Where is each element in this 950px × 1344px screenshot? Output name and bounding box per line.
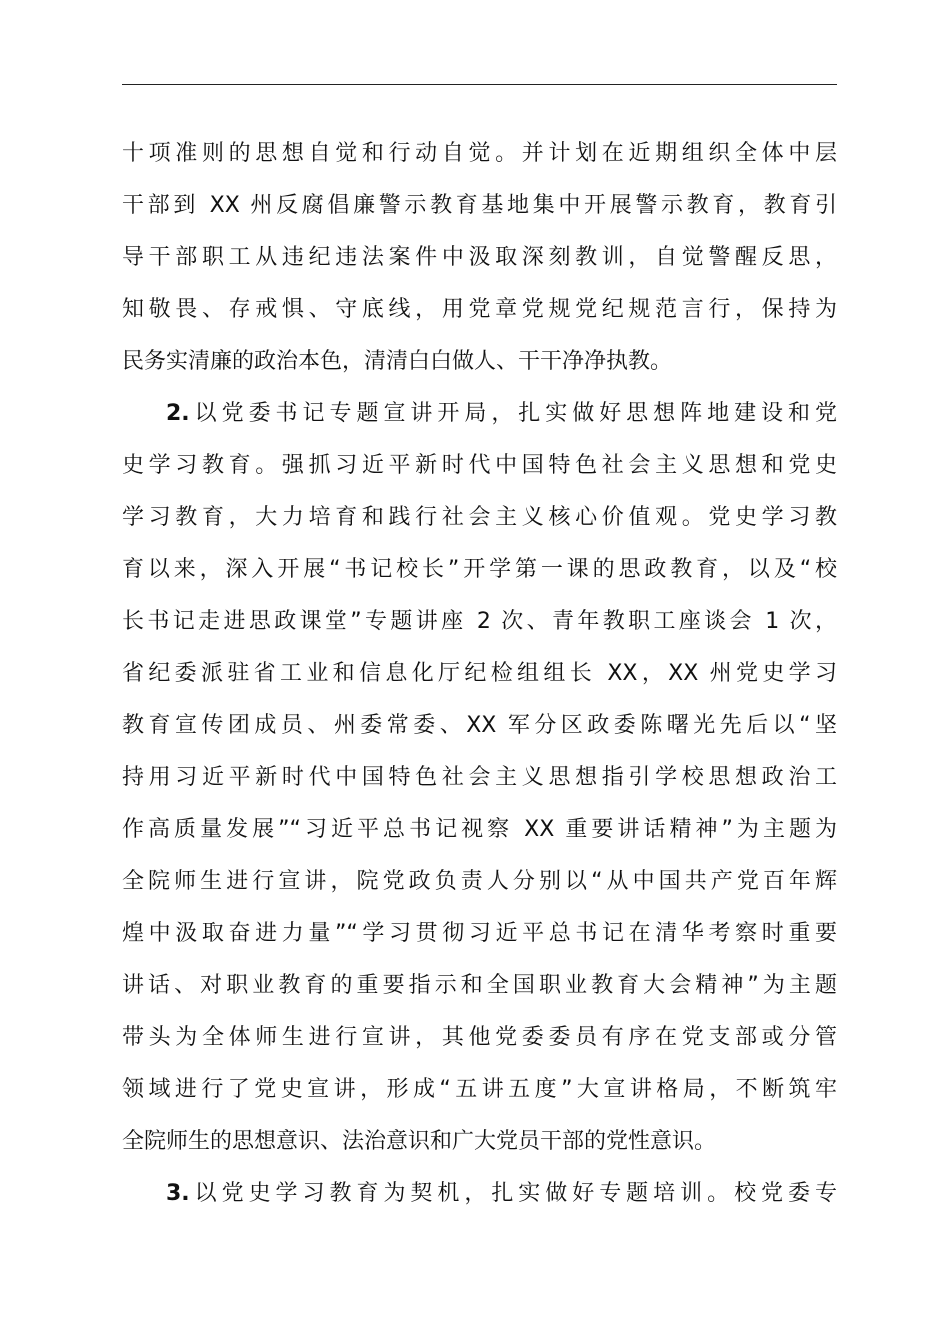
text-line: 作高质量发展”“习近平总书记视察 XX 重要讲话精神”为主题为	[122, 817, 837, 842]
text-line: 煌中汲取奋进力量”“学习贯彻习近平总书记在清华考察时重要	[122, 921, 837, 946]
text-line: 省纪委派驻省工业和信息化厅纪检组组长 XX，XX 州党史学习	[122, 661, 837, 686]
paragraph-number: 2.	[166, 401, 190, 426]
text-line: 知敬畏、存戒惧、守底线，用党章党规党纪规范言行，保持为	[122, 297, 837, 322]
text-line: 育以来，深入开展“书记校长”开学第一课的思政教育，以及“校	[122, 557, 837, 582]
text-line: 干部到 XX 州反腐倡廉警示教育基地集中开展警示教育，教育引	[122, 193, 837, 218]
paragraph-first-line	[122, 388, 837, 440]
text-line: 全院师生进行宣讲，院党政负责人分别以“从中国共产党百年辉	[122, 869, 837, 894]
paragraph-number: 3.	[166, 1181, 190, 1206]
paragraph-lead-text: 以党委书记专题宣讲开局，扎实做好思想阵地建设和党	[189, 401, 837, 426]
paragraph-lead-text: 以党史学习教育为契机，扎实做好专题培训。校党委专	[189, 1181, 837, 1206]
text-line: 带头为全体师生进行宣讲，其他党委委员有序在党支部或分管	[122, 1025, 837, 1050]
text-line: 领域进行了党史宣讲，形成“五讲五度”大宣讲格局，不断筑牢	[122, 1077, 837, 1102]
body-text	[122, 128, 837, 1220]
header-rule	[122, 84, 837, 85]
text-line: 史学习教育。强抓习近平新时代中国特色社会主义思想和党史	[122, 453, 837, 478]
text-line: 民务实清廉的政治本色，清清白白做人、干干净净执教。	[122, 349, 673, 374]
text-line: 教育宣传团成员、州委常委、XX 军分区政委陈曙光先后以“坚	[122, 713, 837, 738]
text-line: 持用习近平新时代中国特色社会主义思想指引学校思想政治工	[122, 765, 837, 790]
text-line: 十项准则的思想自觉和行动自觉。并计划在近期组织全体中层	[122, 141, 837, 166]
text-line: 导干部职工从违纪违法案件中汲取深刻教训，自觉警醒反思，	[122, 245, 837, 270]
text-line: 长书记走进思政课堂”专题讲座 2 次、青年教职工座谈会 1 次，	[122, 609, 837, 634]
text-line: 全院师生的思想意识、法治意识和广大党员干部的党性意识。	[122, 1129, 717, 1154]
text-line: 讲话、对职业教育的重要指示和全国职业教育大会精神”为主题	[122, 973, 837, 998]
text-line: 学习教育，大力培育和践行社会主义核心价值观。党史学习教	[122, 505, 837, 530]
paragraph-first-line	[122, 1168, 837, 1220]
